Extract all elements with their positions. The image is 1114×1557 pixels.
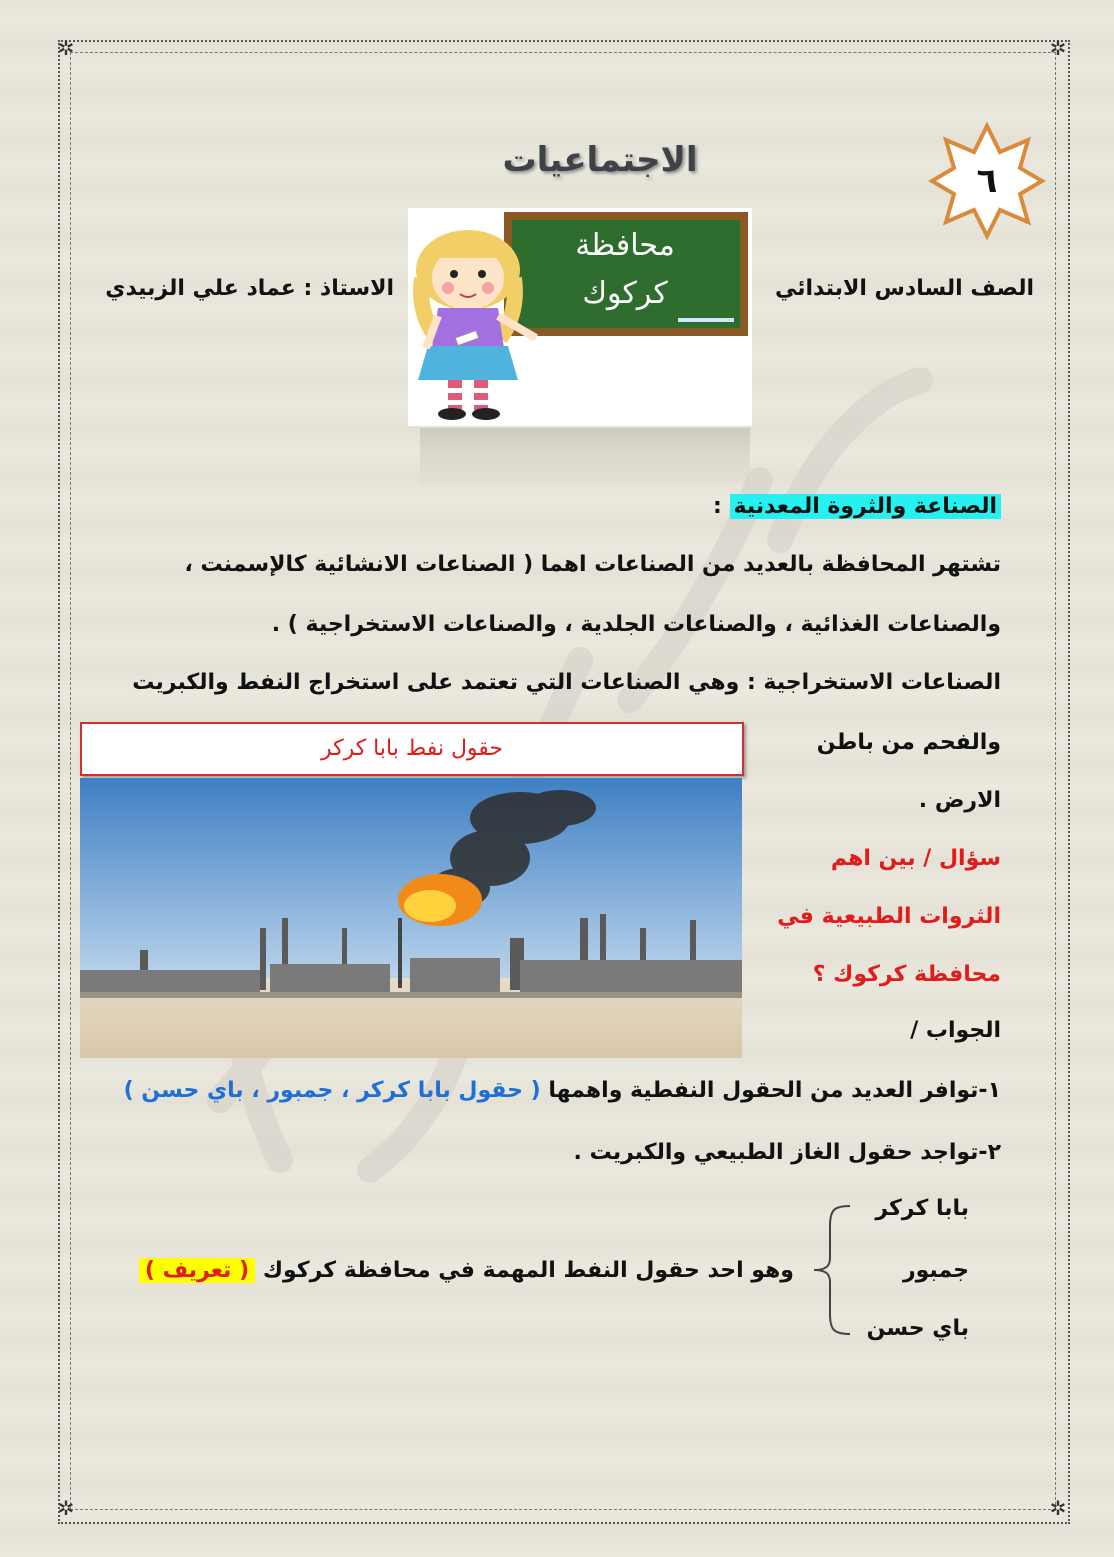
answer-1-text: ١-توافر العديد من الحقول النفطية واهمها [548, 1078, 1001, 1103]
corner-ornament-icon: ✲ [1049, 36, 1067, 60]
paragraph-line: والصناعات الغذائية ، والصناعات الجلدية ، والصناعات الاستخراجية ) . [271, 612, 1001, 637]
picture-reflection [420, 428, 750, 488]
paragraph-line: والفحم من باطن [816, 730, 1001, 755]
paragraph-line: الارض . [918, 788, 1001, 813]
field-item: جمبور [902, 1258, 969, 1283]
curly-brace-icon [792, 1200, 852, 1340]
chalkboard-text [510, 222, 740, 318]
paragraph-line: تشتهر المحافظة بالعديد من الصناعات اهما ( الصناعات الانشائية كالإسمنت ، [184, 552, 1001, 577]
fields-description [139, 1258, 794, 1283]
page-number-badge [928, 122, 1046, 240]
question-line: محافظة كركوك ؟ [812, 962, 1001, 987]
page-number: ٦ [976, 161, 998, 201]
answer-line-2: ٢-تواجد حقول الغاز الطبيعي والكبريت . [573, 1140, 1001, 1165]
grade-label: الصف السادس الابتدائي [774, 276, 1034, 301]
answer-label: الجواب / [910, 1018, 1001, 1043]
photo-caption-box [80, 722, 744, 776]
page-title: الاجتماعيات [502, 140, 698, 180]
section-heading-colon: : [713, 494, 722, 519]
section-heading [713, 494, 1001, 519]
section-heading-text: الصناعة والثروة المعدنية [730, 494, 1001, 519]
paragraph-line: الصناعات الاستخراجية : وهي الصناعات التي تعتمد على استخراج النفط والكبريت [132, 670, 1001, 695]
field-item: باي حسن [866, 1316, 969, 1341]
question-line: الثروات الطبيعية في [777, 904, 1001, 929]
board-line-2: كركوك [582, 276, 668, 311]
question-line: سؤال / بين اهم [830, 846, 1001, 871]
definition-tag: ( تعريف ) [139, 1258, 255, 1283]
fields-description-text: وهو احد حقول النفط المهمة في محافظة كركوك [262, 1258, 794, 1283]
answer-1-list: ( حقول بابا كركر ، جمبور ، باي حسن ) [123, 1078, 541, 1103]
board-line-1: محافظة [575, 228, 675, 263]
answer-line-1 [124, 1078, 1001, 1103]
corner-ornament-icon: ✲ [57, 36, 75, 60]
field-item: بابا كركر [875, 1196, 969, 1221]
photo-caption: حقول نفط بابا كركر [320, 736, 504, 761]
oil-field-photo [80, 778, 742, 1058]
teacher-name: الاستاذ : عماد علي الزبيدي [105, 276, 394, 301]
corner-ornament-icon: ✲ [57, 1496, 75, 1520]
corner-ornament-icon: ✲ [1049, 1496, 1067, 1520]
